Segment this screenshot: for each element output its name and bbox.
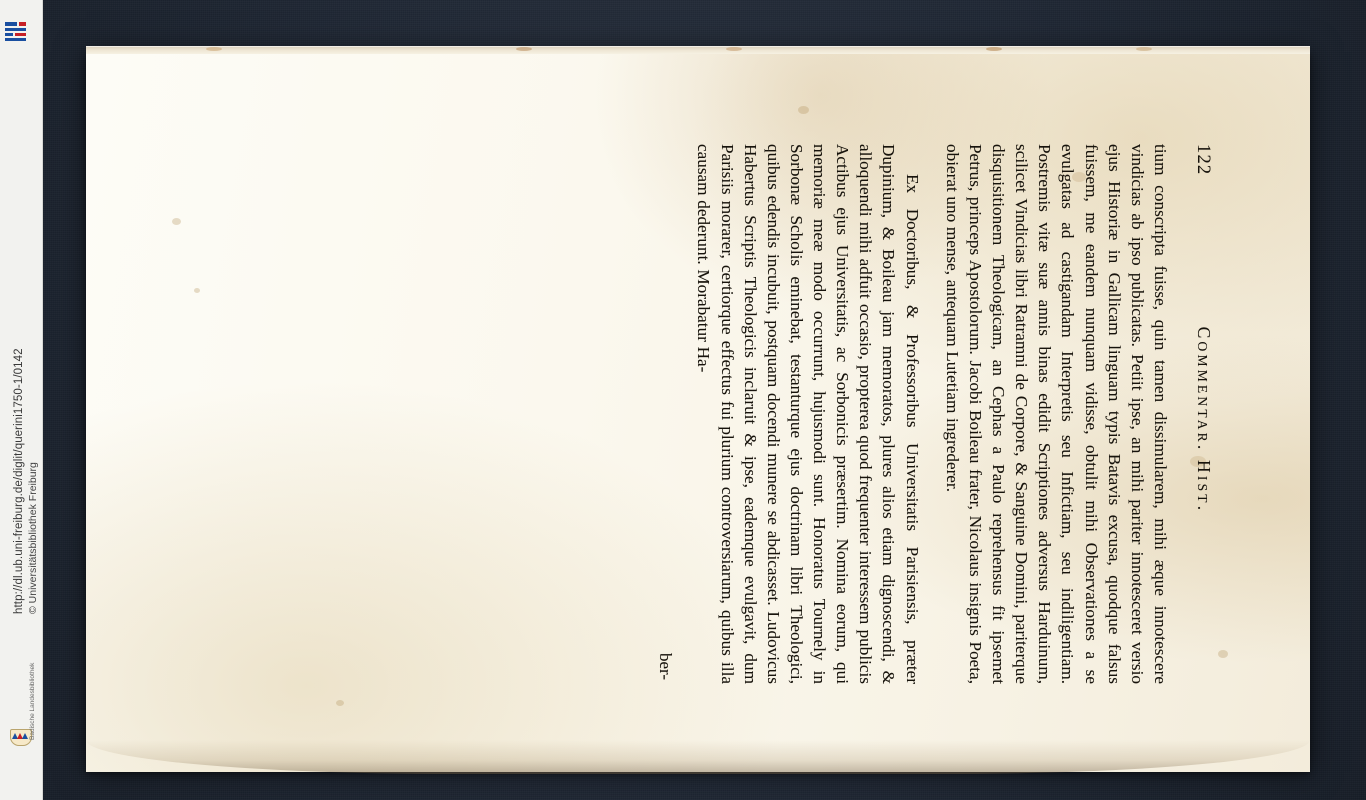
folio-number: 122 — [1193, 144, 1213, 176]
paragraph-continuation: tium conscripta fuisse, quin tamen dissimularem, mihi æque innotescere vindicias ab ipso publicatas. Petiit ipse, an mihi pariter innotesceret versio ejus Historiæ in Gallicam linguam typis Batavis excusa, quodque falsus fuissem, me eandem nunquam vidisse, obtulit mihi Observationes a se evulgatas ad castigandam Interpretis seu Infictiam, seu indiligentiam. Postremis vitæ suæ annis binas edidit Scriptiones adversus Harduinum, scilicet Vindicias libri Ratramni de Corpore, & Sanguine Domini, pariterque disquisitionem Theologicam, an Cephas a Paulo reprehensus fit ipsemet Petrus, princeps Apostolorum. Jacobi Boileau frater, Nicolaus insignis Poeta, obierat uno mense, antequam Lutetiam ingrederer. — [942, 144, 1170, 684]
page-text-block — [86, 52, 1310, 772]
page-header — [1192, 144, 1214, 684]
book-page — [86, 52, 1310, 772]
page-gutter-shadow — [86, 740, 1310, 774]
library-crest-icon — [10, 724, 30, 748]
library-url-text: http://dl.ub.uni-freiburg.de/diglit/querini1750-1/0142 — [13, 348, 25, 614]
library-crest-label: Badische Landesbibliothek — [29, 662, 36, 740]
library-copyright-text: © Universitätsbibliothek Freiburg — [27, 462, 39, 614]
running-title: COMMENTAR. HIST. — [1194, 326, 1214, 514]
library-watermark-strip — [0, 0, 43, 800]
catchword: ber- — [656, 652, 676, 680]
paragraph-professors: Ex Doctoribus, & Professoribus Universitatis Parisiensis, præter Dupinium, & Boileau jam memoratos, plures alios etiam dignoscendi, & alloquendi mihi adfuit occasio, propterea quod frequenter interessem publicis Actibus ejus Universitatis, ac Sorbonicis præsertim. Nomina eorum, qui memoriæ meæ modo occurrunt, hujusmodi sunt. Honoratus Tournely in Sorbonæ Scholis eminebat, testanturque ejus doctrinam libri Theologici, quibus edendis incubuit, postquam docendi munere se abdicasset. Ludovicus Habertus Scriptis Theologicis inclaruit & ipse, eademque evulgavit, dum Parisiis morarer, certiorque effectus fui plurium controversiarum, quibus illa causam dederunt. Morabatur Ha- — [694, 144, 922, 684]
